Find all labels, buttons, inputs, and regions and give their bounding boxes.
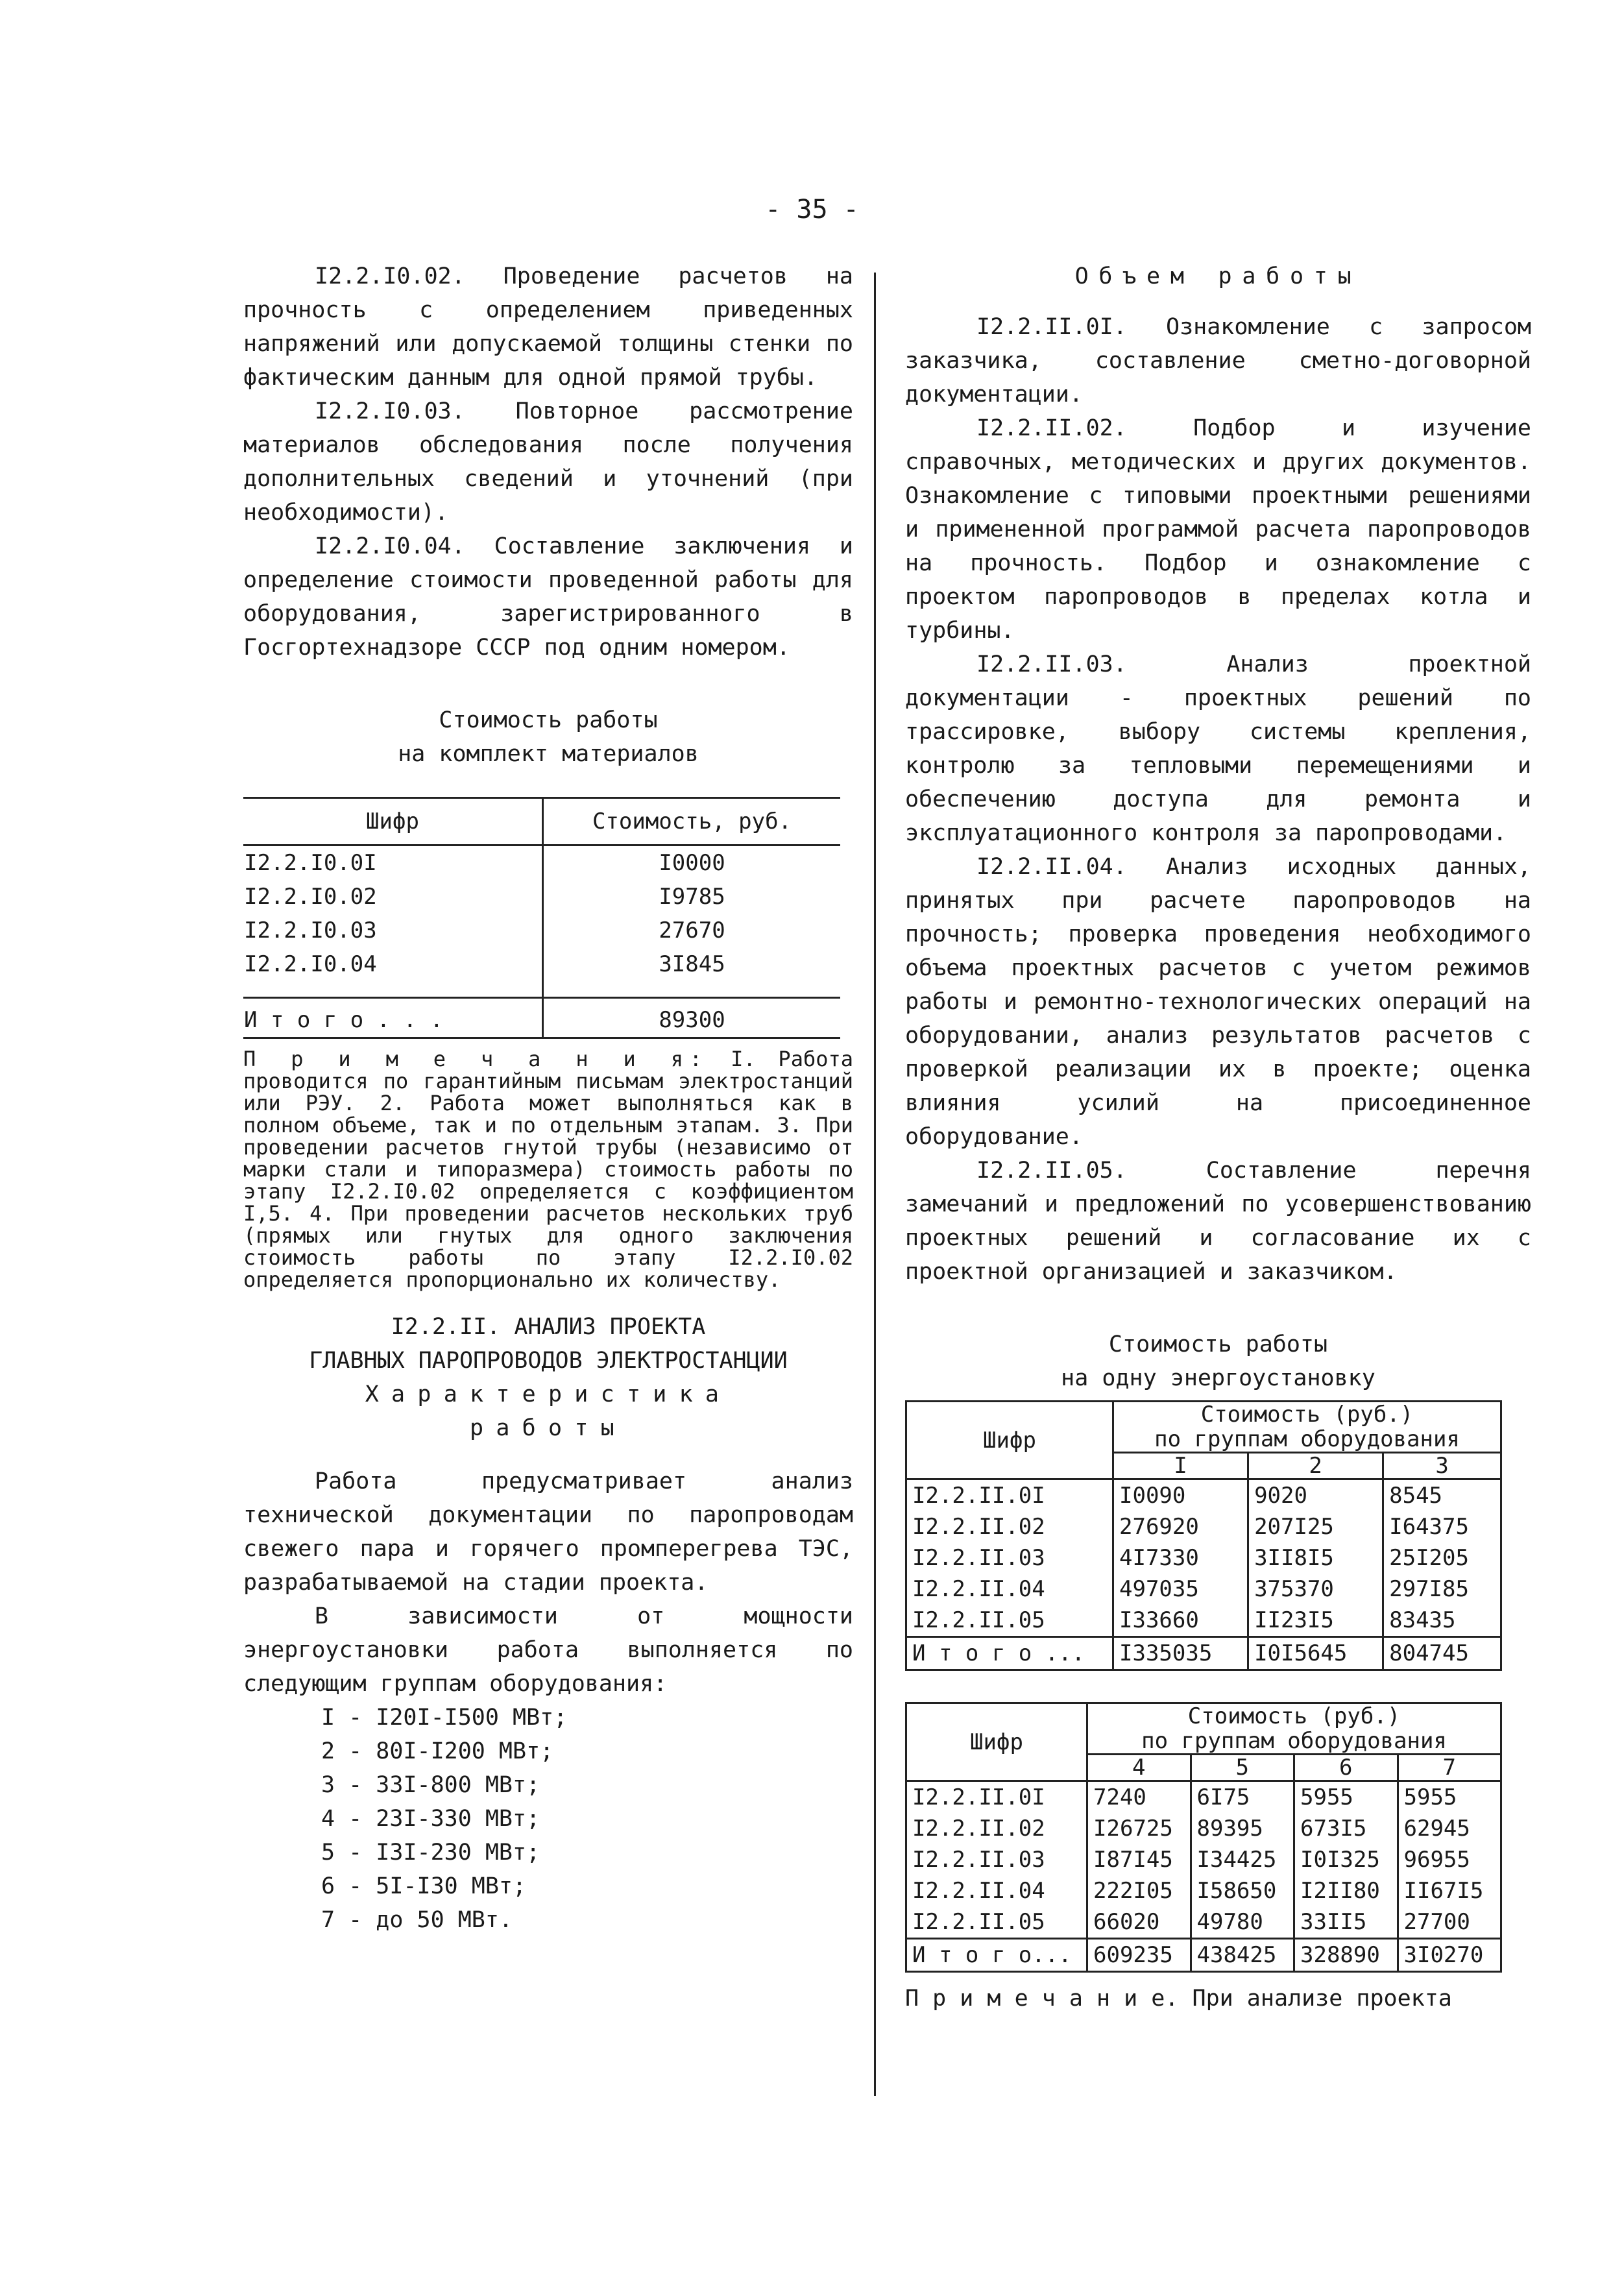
- cell-value: 27670: [659, 918, 725, 943]
- paragraph-12-2-11-01: I2.2.II.0I. Ознакомление с запросом заказчика, составление сметно-договорной документации.: [905, 314, 1531, 407]
- cell-value: I58650: [1191, 1875, 1294, 1906]
- table-row: [906, 1906, 1501, 1939]
- table-row: [906, 1875, 1501, 1906]
- column-header-cost: [1113, 1402, 1501, 1453]
- cell-code: I2.2.I0.02: [243, 880, 542, 914]
- table-row: [906, 1479, 1501, 1512]
- cell-value: I9785: [659, 884, 725, 910]
- cell-code: I2.2.II.04: [906, 1574, 1113, 1605]
- cell-code: I2.2.II.05: [906, 1906, 1087, 1939]
- group-header: 2: [1248, 1453, 1383, 1479]
- cell-value: 297I85: [1383, 1574, 1501, 1605]
- table-row: [906, 1605, 1501, 1637]
- group-header: 4: [1087, 1755, 1191, 1781]
- column-header-code: Шифр: [906, 1402, 1113, 1479]
- header-line2: по группам оборудования: [1141, 1728, 1447, 1754]
- total-label: И т о г о . . .: [243, 998, 542, 1038]
- cell-value: 5955: [1294, 1781, 1398, 1814]
- paragraph-12-2-11-02: I2.2.II.02. Подбор и изучение справочных, методических и других документов. Ознакомление с типовыми проектными решениями и примененной программой расчета паропроводов на прочность. Подбор и ознакомление с проектом паропроводов в пределах котла и турбины.: [905, 415, 1531, 644]
- cell-value: 9020: [1248, 1479, 1383, 1512]
- column-header-code: Шифр: [906, 1703, 1087, 1781]
- total-value: 328890: [1294, 1939, 1398, 1972]
- group-header: 3: [1383, 1453, 1501, 1479]
- cell-value: I2II80: [1294, 1875, 1398, 1906]
- cell-value: 497035: [1113, 1574, 1248, 1605]
- list-item: 6 - 5I-I30 МВт;: [321, 1873, 527, 1899]
- notes-lead: П р и м е ч а н и я:: [243, 1047, 709, 1071]
- cell-value: I0I325: [1294, 1844, 1398, 1875]
- table-row: [906, 1813, 1501, 1844]
- cell-value: I34425: [1191, 1844, 1294, 1875]
- cell-value: 276920: [1113, 1511, 1248, 1542]
- cell-value: 5955: [1398, 1781, 1501, 1814]
- table-row: [906, 1511, 1501, 1542]
- cell-value: 27700: [1398, 1906, 1501, 1939]
- table-row: [243, 914, 840, 947]
- total-value: 3I0270: [1398, 1939, 1501, 1972]
- table-row: [243, 947, 840, 981]
- list-item: I - I20I-I500 МВт;: [321, 1705, 568, 1731]
- cell-value: 96955: [1398, 1844, 1501, 1875]
- cell-value: 3II8I5: [1248, 1542, 1383, 1574]
- cell-value: 25I205: [1383, 1542, 1501, 1574]
- total-value: I335035: [1113, 1637, 1248, 1670]
- cell-code: I2.2.II.03: [906, 1542, 1113, 1574]
- right-column: [905, 260, 1531, 2015]
- cell-value: I26725: [1087, 1813, 1191, 1844]
- column-header-code: Шифр: [243, 798, 542, 845]
- cell-value: 207I25: [1248, 1511, 1383, 1542]
- paragraph-work-scope: Работа предусматривает анализ технической документации по паропроводам свежего пара и горячего промперегрева ТЭС, разрабатываемой на стадии проекта.: [243, 1468, 853, 1596]
- column-divider: [874, 273, 876, 2096]
- cell-value: 7240: [1087, 1781, 1191, 1814]
- total-value: 89300: [542, 998, 840, 1038]
- total-label: И т о г о...: [906, 1939, 1087, 1972]
- list-item: 7 - до 50 МВт.: [321, 1907, 513, 1933]
- cell-code: I2.2.II.05: [906, 1605, 1113, 1637]
- table-row: [906, 1844, 1501, 1875]
- table-total-row: [243, 998, 840, 1038]
- total-value: 609235: [1087, 1939, 1191, 1972]
- cell-code: I2.2.II.0I: [906, 1781, 1087, 1814]
- paragraph-groups-intro: В зависимости от мощности энергоустановки работа выполняется по следующим группам оборудования:: [243, 1603, 853, 1697]
- left-column: [243, 260, 853, 1937]
- cell-value: I0000: [659, 850, 725, 876]
- cell-value: 49780: [1191, 1906, 1294, 1939]
- cell-value: 4I7330: [1113, 1542, 1248, 1574]
- cell-value: 62945: [1398, 1813, 1501, 1844]
- header-line1: Стоимость (руб.): [1187, 1703, 1401, 1729]
- cell-value: I0090: [1113, 1479, 1248, 1512]
- table-row: [243, 845, 840, 881]
- cell-code: I2.2.II.02: [906, 1511, 1113, 1542]
- list-item: 4 - 23I-330 МВт;: [321, 1806, 540, 1832]
- paragraph-12-2-10-03: I2.2.I0.03. Повторное рассмотрение материалов обследования после получения дополнительных сведений и уточнений (при необходимости).: [243, 398, 853, 526]
- column-header-cost: Стоимость, руб.: [542, 798, 840, 845]
- cell-value: I64375: [1383, 1511, 1501, 1542]
- section-title-line1: I2.2.II. АНАЛИЗ ПРОЕКТА: [391, 1314, 706, 1340]
- notes-block: [243, 1048, 853, 1291]
- cell-value: 6I75: [1191, 1781, 1294, 1814]
- cell-code: I2.2.II.03: [906, 1844, 1087, 1875]
- cell-code: I2.2.I0.04: [243, 947, 542, 981]
- total-value: 804745: [1383, 1637, 1501, 1670]
- cell-value: 3I845: [659, 951, 725, 977]
- table-row: [906, 1781, 1501, 1814]
- cell-value: 66020: [1087, 1906, 1191, 1939]
- total-value: I0I5645: [1248, 1637, 1383, 1670]
- table-caption-line1: Стоимость работы: [439, 707, 658, 733]
- cost-table-groups-1-3: [905, 1400, 1502, 1671]
- table-total-row: [906, 1637, 1501, 1670]
- cell-code: I2.2.I0.0I: [243, 845, 542, 881]
- characteristics-heading-line1: Характеристика: [365, 1381, 732, 1407]
- group-header: 7: [1398, 1755, 1501, 1781]
- table-caption-line2: на одну энергоустановку: [1061, 1365, 1376, 1391]
- cell-value: 375370: [1248, 1574, 1383, 1605]
- notes-text: I. Работа проводится по гарантийным письмам электростанций или РЭУ. 2. Работа может выполняться как в полном объеме, так и по отдельным этапам. 3. При проведении расчетов гнутой трубы (независимо от марки стали и типоразмера) стоимость работы по этапу I2.2.I0.02 определяется с коэффициентом I,5. 4. При проведении расчетов нескольких труб (прямых или гнутых для одного заключения стоимость работы по этапу I2.2.I0.02 определяется пропорционально их количеству.: [243, 1047, 854, 1292]
- paragraph-12-2-11-04: I2.2.II.04. Анализ исходных данных, принятых при расчете паропроводов на прочность; проверка проведения необходимого объема проектных расчетов с учетом режимов работы и ремонтно-технологических операций на оборудовании, анализ результатов расчетов с проверкой реализации их в проекте; оценка влияния усилий на присоединенное оборудование.: [905, 854, 1531, 1150]
- table-caption-line1: Стоимость работы: [1108, 1331, 1328, 1357]
- cell-code: I2.2.I0.03: [243, 914, 542, 947]
- equipment-groups-list: [243, 1701, 853, 1937]
- cell-code: I2.2.II.02: [906, 1813, 1087, 1844]
- page-number: - 35 -: [765, 195, 859, 225]
- group-header: 6: [1294, 1755, 1398, 1781]
- cell-value: II23I5: [1248, 1605, 1383, 1637]
- cell-code: I2.2.II.0I: [906, 1479, 1113, 1512]
- total-value: 438425: [1191, 1939, 1294, 1972]
- header-line1: Стоимость (руб.): [1200, 1402, 1414, 1428]
- note-tail: П р и м е ч а н и е. При анализе проекта: [905, 1986, 1452, 2012]
- paragraph-12-2-11-03: I2.2.II.03. Анализ проектной документации - проектных решений по трассировке, выбору системы крепления, контролю за тепловыми перемещениями и обеспечению доступа для ремонта и эксплуатационного контроля за паропроводами.: [905, 651, 1531, 846]
- group-header: 5: [1191, 1755, 1294, 1781]
- group-header: I: [1113, 1453, 1248, 1479]
- paragraph-12-2-11-05: I2.2.II.05. Составление перечня замечаний и предложений по усовершенствованию проектных решений и согласование их с проектной организацией и заказчиком.: [905, 1158, 1531, 1285]
- cell-value: I33660: [1113, 1605, 1248, 1637]
- cell-value: I87I45: [1087, 1844, 1191, 1875]
- paragraph-12-2-10-04: I2.2.I0.04. Составление заключения и определение стоимости проведенной работы для оборудования, зарегистрированного в Госгортехнадзоре СССР под одним номером.: [243, 533, 853, 661]
- cell-value: 222I05: [1087, 1875, 1191, 1906]
- cell-value: 33II5: [1294, 1906, 1398, 1939]
- header-line2: по группам оборудования: [1154, 1426, 1460, 1452]
- list-item: 3 - 33I-800 МВт;: [321, 1772, 540, 1798]
- column-header-cost: [1087, 1703, 1501, 1755]
- table-row: [243, 880, 840, 914]
- table-row: [906, 1574, 1501, 1605]
- cell-value: 8545: [1383, 1479, 1501, 1512]
- cell-value: 83435: [1383, 1605, 1501, 1637]
- scope-heading: Объем работы: [1074, 263, 1362, 289]
- total-label: И т о г о ...: [906, 1637, 1113, 1670]
- table-caption-line2: на комплект материалов: [398, 741, 699, 767]
- cell-value: II67I5: [1398, 1875, 1501, 1906]
- section-title-line2: ГЛАВНЫХ ПАРОПРОВОДОВ ЭЛЕКТРОСТАНЦИИ: [309, 1348, 788, 1374]
- table-total-row: [906, 1939, 1501, 1972]
- paragraph-12-2-10-02: I2.2.I0.02. Проведение расчетов на прочность с определением приведенных напряжений или допускаемой толщины стенки по фактическим данным для одной прямой трубы.: [243, 263, 853, 391]
- cell-code: I2.2.II.04: [906, 1875, 1087, 1906]
- cost-table-groups-4-7: [905, 1702, 1502, 1973]
- cell-value: 89395: [1191, 1813, 1294, 1844]
- characteristics-heading-line2: работы: [470, 1415, 627, 1441]
- list-item: 2 - 80I-I200 МВт;: [321, 1738, 554, 1764]
- list-item: 5 - I3I-230 МВт;: [321, 1840, 540, 1866]
- cell-value: 673I5: [1294, 1813, 1398, 1844]
- cost-table-materials: [243, 797, 840, 1039]
- table-row: [906, 1542, 1501, 1574]
